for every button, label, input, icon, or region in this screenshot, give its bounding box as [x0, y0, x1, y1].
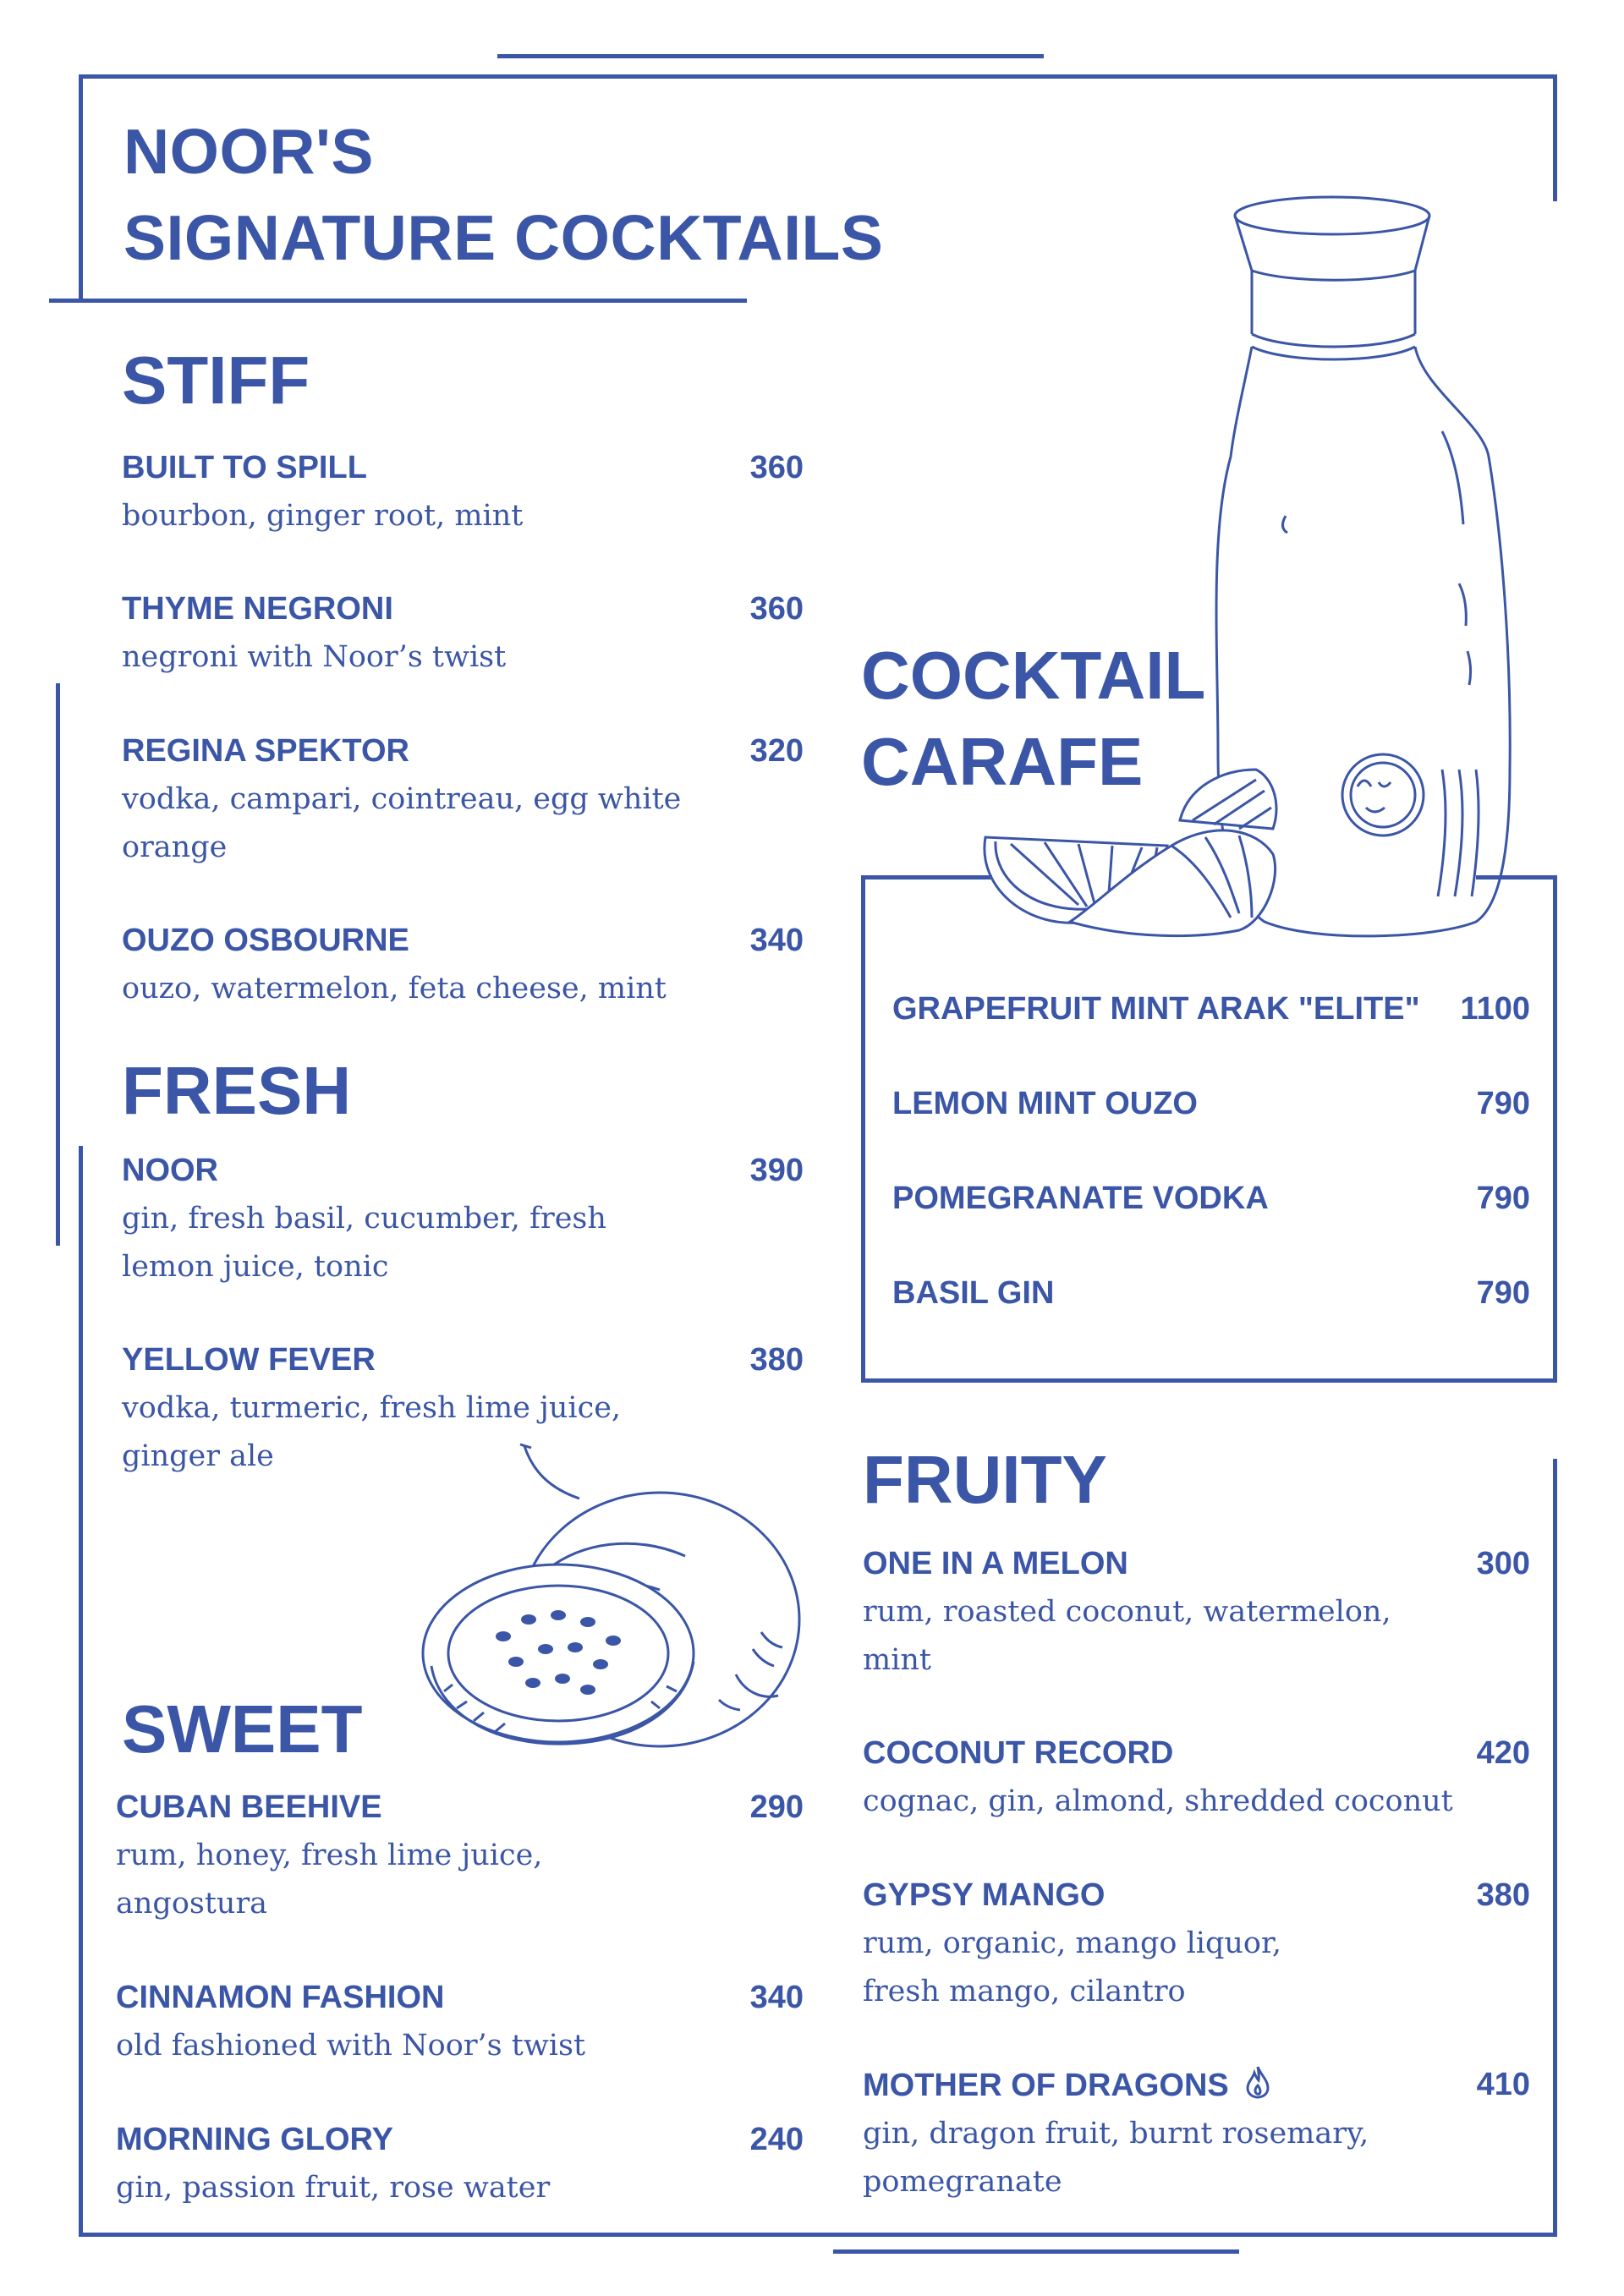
item-name: ONE IN A MELON	[863, 1546, 1128, 1581]
item-name: THYME NEGRONI	[122, 591, 393, 627]
item-description: vodka, campari, cointreau, egg white orange	[122, 782, 682, 864]
carafe-box-top-right	[1476, 875, 1557, 879]
menu-item	[116, 2120, 804, 2212]
menu-item	[122, 732, 804, 872]
carafe-box-bottom	[861, 1378, 1557, 1383]
item-price: 420	[1476, 1735, 1530, 1771]
flame-icon	[1246, 2065, 1270, 2099]
item-price: 390	[749, 1153, 804, 1188]
section-title-sweet: SWEET	[122, 1691, 363, 1767]
item-description: vodka, turmeric, fresh lime juice, ginger ale	[122, 1391, 622, 1473]
item-description: gin, dragon fruit, burnt rosemary, pomegranate	[863, 2117, 1369, 2199]
item-name: NOOR	[122, 1153, 218, 1188]
carafe-title-line-1: COCKTAIL	[861, 638, 1206, 713]
menu-item	[122, 921, 804, 1013]
item-description: rum, honey, fresh lime juice, angostura	[116, 1838, 543, 1921]
carafe-box-top-left	[861, 875, 992, 879]
frame-right-lower	[1553, 1459, 1557, 2237]
frame-bottom-accent	[833, 2249, 1239, 2254]
item-description: gin, passion fruit, rose water	[116, 2171, 551, 2205]
item-name: POMEGRANATE VODKA	[892, 1181, 1269, 1216]
item-price: 290	[749, 1789, 804, 1825]
item-name: REGINA SPEKTOR	[122, 733, 409, 769]
item-price: 790	[1476, 1275, 1530, 1311]
item-name: MORNING GLORY	[116, 2122, 393, 2157]
item-name: CUBAN BEEHIVE	[116, 1789, 382, 1825]
carafe-title-line-2: CARAFE	[861, 724, 1144, 799]
item-price: 340	[749, 923, 804, 958]
title-underline	[49, 299, 747, 303]
left-margin-line	[56, 683, 60, 1246]
item-name: YELLOW FEVER	[122, 1342, 376, 1378]
section-title-fruity: FRUITY	[863, 1442, 1107, 1517]
item-description: ouzo, watermelon, feta cheese, mint	[122, 972, 667, 1006]
item-price: 1100	[1460, 991, 1530, 1027]
item-name: OUZO OSBOURNE	[122, 923, 409, 958]
item-price: 380	[1476, 1877, 1530, 1913]
menu-item	[863, 1876, 1530, 2016]
item-name: GYPSY MANGO	[863, 1877, 1106, 1913]
section-title-carafe	[861, 633, 1205, 805]
item-name: BASIL GIN	[892, 1275, 1055, 1311]
item-name: LEMON MINT OUZO	[892, 1086, 1198, 1121]
item-name-text: MOTHER OF DRAGONS	[863, 2068, 1229, 2103]
item-price: 360	[749, 450, 804, 485]
carafe-illustration	[960, 178, 1518, 956]
item-description: bourbon, ginger root, mint	[122, 499, 524, 533]
item-name: BUILT TO SPILL	[122, 450, 367, 485]
title-line-1: NOOR'S	[123, 116, 374, 187]
carafe-item	[892, 1179, 1530, 1218]
passion-fruit-illustration	[406, 1438, 812, 1776]
item-name	[863, 2065, 1530, 2105]
frame-top-accent	[497, 54, 1044, 58]
menu-item	[122, 589, 804, 682]
item-price: 340	[749, 1980, 804, 2015]
item-description: old fashioned with Noor’s twist	[116, 2029, 586, 2063]
item-price: 790	[1476, 1181, 1530, 1216]
carafe-box-right	[1553, 875, 1557, 1383]
item-description: gin, fresh basil, cucumber, fresh lemon juice, tonic	[122, 1202, 606, 1284]
item-description: cognac, gin, almond, shredded coconut	[863, 1784, 1453, 1818]
item-price: 410	[1476, 2067, 1530, 2102]
carafe-box-left	[861, 875, 865, 1383]
section-title-stiff: STIFF	[122, 342, 310, 418]
menu-item	[863, 1544, 1530, 1685]
item-price: 360	[749, 591, 804, 627]
item-price: 380	[749, 1342, 804, 1378]
frame-right-upper	[1553, 74, 1557, 201]
menu-item	[116, 1978, 804, 2070]
item-description: rum, organic, mango liquor, fresh mango, cilantro	[863, 1926, 1281, 2008]
page-title	[123, 108, 883, 281]
item-name: GRAPEFRUIT MINT ARAK "ELITE"	[892, 991, 1420, 1027]
frame-left	[79, 74, 83, 300]
item-price: 240	[749, 2122, 804, 2157]
menu-item	[116, 1788, 804, 1928]
carafe-item	[892, 989, 1530, 1028]
menu-item	[122, 448, 804, 540]
item-description: rum, roasted coconut, watermelon, mint	[863, 1595, 1391, 1677]
menu-item	[863, 1734, 1530, 1826]
item-price: 320	[749, 733, 804, 769]
menu-item	[122, 1151, 804, 1291]
item-name: CINNAMON FASHION	[116, 1980, 445, 2015]
carafe-item	[892, 1084, 1530, 1123]
menu-item	[863, 2065, 1530, 2206]
item-name: COCONUT RECORD	[863, 1735, 1174, 1771]
section-title-fresh: FRESH	[122, 1053, 352, 1128]
frame-top	[79, 74, 1557, 79]
item-price: 300	[1476, 1546, 1530, 1581]
carafe-item	[892, 1274, 1530, 1312]
frame-left-lower	[79, 1146, 83, 2237]
frame-bottom	[79, 2233, 1557, 2237]
title-line-2: SIGNATURE COCKTAILS	[123, 202, 884, 273]
item-price: 790	[1476, 1086, 1530, 1121]
item-description: negroni with Noor’s twist	[122, 640, 507, 674]
